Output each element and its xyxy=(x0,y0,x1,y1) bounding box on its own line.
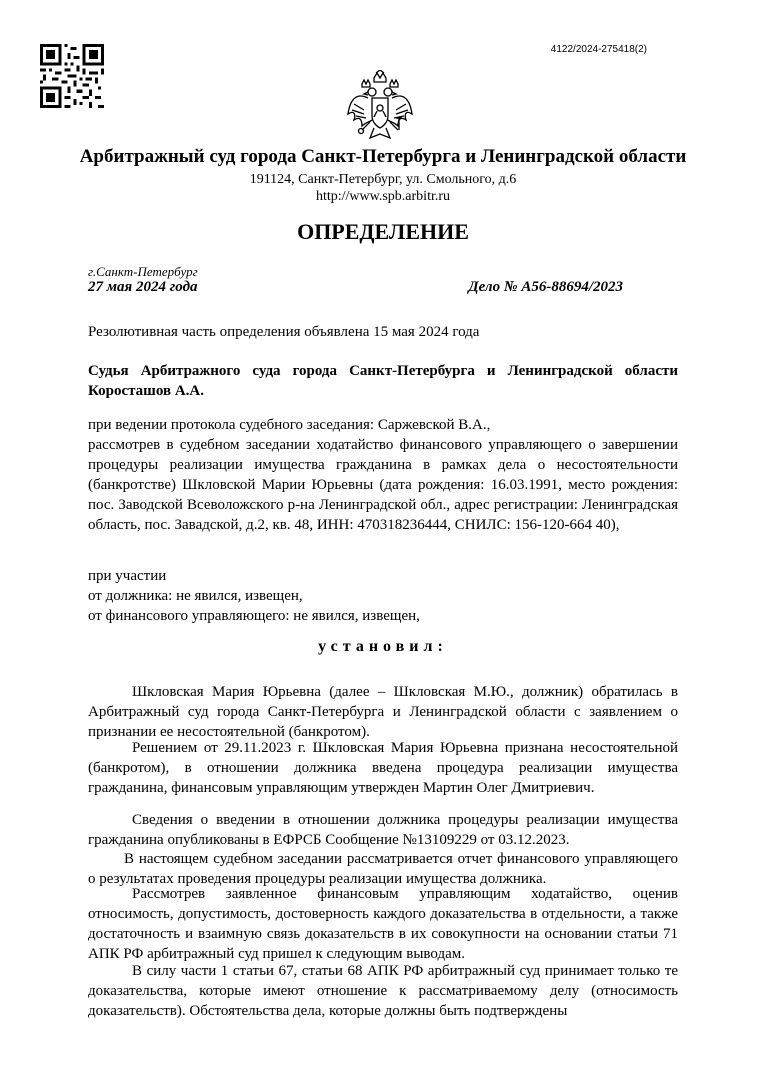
paragraph-4: В настоящем судебном заседании рассматривается отчет финансового управляющего о результатах проведения процедуры реализации имущества должника. xyxy=(88,851,678,887)
paragraph-1: Шкловская Мария Юрьевна (далее – Шкловская М.Ю., должник) обратилась в Арбитражный суд города Санкт-Петербурга и Ленинградской области с заявлением о признании ее несостоятельной (банкротом). xyxy=(88,684,678,740)
court-address-block xyxy=(0,171,766,205)
judge-line: Судья Арбитражного суда города Санкт-Петербурга и Ленинградской области Коросташов А.А. xyxy=(88,363,678,399)
established-heading: установил: xyxy=(318,638,448,655)
court-address: 191124, Санкт-Петербург, ул. Смольного, д.6 xyxy=(249,172,517,187)
coat-of-arms-emblem-icon xyxy=(346,70,414,146)
participation-title: при участии xyxy=(88,568,167,584)
case-number: Дело № А56-88694/2023 xyxy=(468,279,623,295)
paragraph-3: Сведения о введении в отношении должника процедуры реализации имущества гражданина опубликованы в ЕФРСБ Сообщение №13109229 от 03.12.2023. xyxy=(88,812,678,848)
paragraph-2: Решением от 29.11.2023 г. Шкловская Мария Юрьевна признана несостоятельной (банкротом), в отношении должника введена процедура реализации имущества гражданина, финансовым управляющим утвержден Мартин Олег Дмитриевич. xyxy=(88,740,678,796)
document-title: ОПРЕДЕЛЕНИЕ xyxy=(297,219,469,244)
protocol-line: при ведении протокола судебного заседания: Саржевской В.А., xyxy=(88,417,491,433)
considered-paragraph: рассмотрев в судебном заседании ходатайство финансового управляющего о завершении процедуры реализации имущества гражданина в рамках дела о несостоятельности (банкротстве) Шкловской Марии Юрьевны (дата рождения: 16.03.1991, место рождения: пос. Заводской Всеволожского р-на Ленинградской обл., адрес регистрации: Ленинградская область, пос. Завадской, д.2, кв. 48, ИНН: 470318236444, СНИЛС: 156-120-664 40), xyxy=(88,437,678,533)
paragraph-6: В силу части 1 статьи 67, статьи 68 АПК РФ арбитражный суд принимает только те доказательства, которые имеют отношение к рассматриваемому делу (относимость доказательств). Обстоятельства дела, которые должны быть подтверждены xyxy=(88,963,678,1019)
qr-code-icon xyxy=(40,44,104,108)
document-number: 4122/2024-275418(2) xyxy=(550,44,647,55)
resolution-line: Резолютивная часть определения объявлена 15 мая 2024 года xyxy=(88,324,480,340)
document-city: г.Санкт-Петербург xyxy=(88,264,198,279)
paragraph-5: Рассмотрев заявленное финансовым управляющим ходатайство, оценив относимость, допустимость, достоверность каждого доказательства в отдельности, а также достаточность и взаимную связь доказательств в их совокупности на основании статьи 71 АПК РФ арбитражный суд пришел к следующим выводам. xyxy=(88,886,678,962)
court-name: Арбитражный суд города Санкт-Петербурга и Ленинградской области xyxy=(79,146,687,167)
participation-block xyxy=(88,566,678,626)
participation-debtor: от должника: не явился, извещен, xyxy=(88,588,303,604)
court-website: http://www.spb.arbitr.ru xyxy=(315,189,451,204)
document-date: 27 мая 2024 года xyxy=(88,279,198,295)
participation-manager: от финансового управляющего: не явился, извещен, xyxy=(88,608,420,624)
